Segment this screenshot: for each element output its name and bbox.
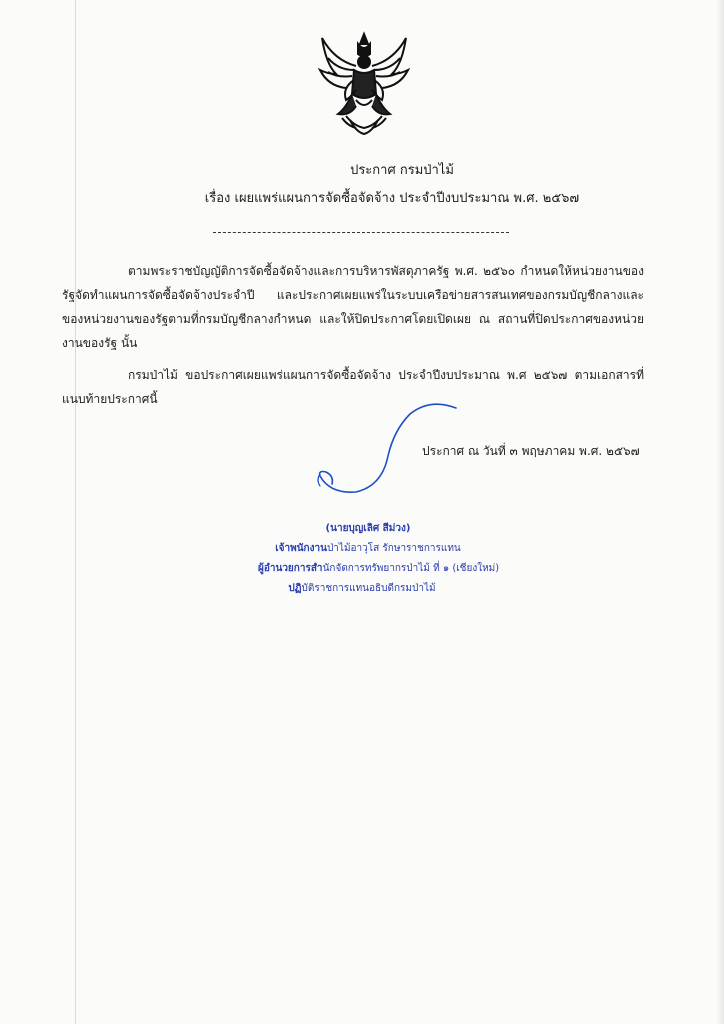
garuda-emblem-icon: [316, 30, 412, 136]
position-line2-rest: นักจัดการทรัพยากรป่าไม้ ที่ ๑ (เชียงใหม่): [322, 563, 500, 574]
announcement-date: ประกาศ ณ วันที่ ๓ พฤษภาคม พ.ศ. ๒๕๖๗: [422, 444, 640, 458]
page-shadow: [716, 0, 724, 1024]
announcement-heading: ประกาศ กรมป่าไม้: [350, 163, 454, 178]
signatory-position-line2: [258, 559, 498, 579]
page-edge-line: [75, 0, 76, 1024]
position-line2-bold: ผู้อำนวยการสำ: [258, 563, 323, 574]
signatory-name: (นายบุญเลิศ สีม่วง): [325, 523, 411, 534]
position-line1-bold: เจ้าพนักงาน: [275, 543, 327, 554]
signatory-position-line1: [248, 539, 488, 559]
position-line3-rest: บัติราชการแทนอธิบดีกรมป่าไม้: [301, 583, 436, 594]
position-line1-rest: ป่าไม้อาวุโส รักษาราชการแทน: [326, 543, 461, 554]
announcement-subject: เรื่อง เผยแพร่แผนการจัดซื้อจัดจ้าง ประจำปีงบประมาณ พ.ศ. ๒๕๖๗: [204, 191, 580, 206]
title-divider: [213, 232, 509, 233]
body-paragraph-1: ตามพระราชบัญญัติการจัดซื้อจัดจ้างและการบริหารพัสดุภาครัฐ พ.ศ. ๒๕๖๐ กำหนดให้หน่วยงานของรัฐจัดทำแผนการจัดซื้อจัดจ้างประจำปี และประกาศเผยแพร่ในระบบเครือข่ายสารสนเทศของกรมบัญชีกลางและของหน่วยงานของรัฐตามที่กรมบัญชีกลางกำหนด และให้ปิดประกาศโดยเปิดเผย ณ สถานที่ปิดประกาศของหน่วยงานของรัฐ นั้น: [62, 264, 644, 350]
signatory-position-line3: [242, 579, 482, 599]
position-line3-bold: ปฏิ: [288, 583, 302, 594]
body-paragraph-2: กรมป่าไม้ ขอประกาศเผยแพร่แผนการจัดซื้อจัดจ้าง ประจำปีงบประมาณ พ.ศ ๒๕๖๗ ตามเอกสารที่แนบท้ายประกาศนี้: [62, 368, 644, 406]
